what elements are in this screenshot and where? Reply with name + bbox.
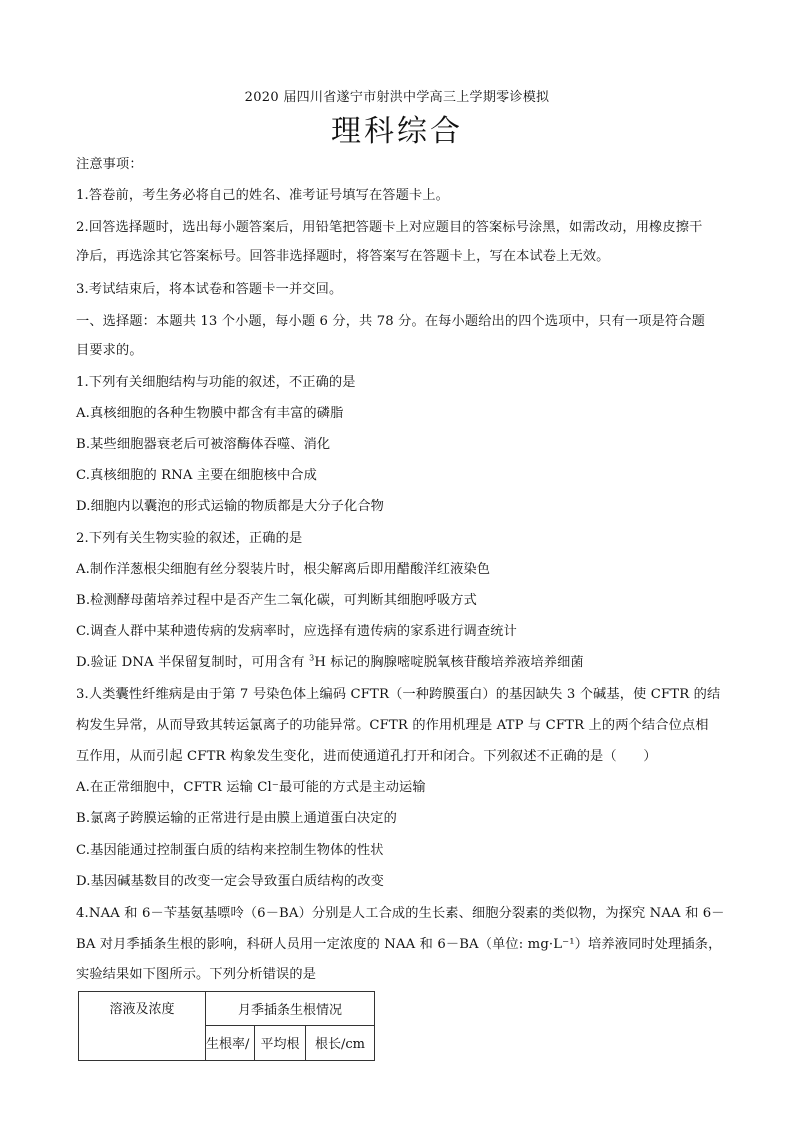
question-4-stem-line-1: 4.NAA 和 6－苄基氨基嘌呤（6－BA）分别是人工合成的生长素、细胞分裂素的类似物，为探究 NAA 和 6－	[76, 906, 725, 921]
question-2-option-a: A.制作洋葱根尖细胞有丝分裂装片时，根尖解离后即用醋酸洋红液染色	[76, 562, 491, 577]
question-1-option-a: A.真核细胞的各种生物膜中都含有丰富的磷脂	[76, 406, 344, 421]
table-header-root-length: 根长/cm	[306, 1025, 375, 1060]
question-2-option-d-prefix: D.验证 DNA 半保留复制时，可用含有	[76, 655, 310, 670]
notice-item-2-line-2: 净后，再选涂其它答案标号。回答非选择题时，将答案写在答题卡上，写在本试卷上无效。	[76, 249, 610, 264]
question-4-stem-line-2: BA 对月季插条生根的影响，科研人员用一定浓度的 NAA 和 6－BA（单位: mg·L⁻¹）培养液同时处理插条，	[76, 937, 722, 952]
question-1-option-d: D.细胞内以囊泡的形式运输的物质都是大分子化合物	[76, 499, 385, 514]
exam-subtitle: 2020 届四川省遂宁市射洪中学高三上学期零诊模拟	[244, 90, 550, 105]
table-header-rooting-status: 月季插条生根情况	[206, 992, 375, 1026]
question-2-option-c: C.调查人群中某种遗传病的发病率时，应选择有遗传病的家系进行调查统计	[76, 624, 517, 639]
table-header-average-root: 平均根	[255, 1025, 306, 1060]
notice-heading: 注意事项：	[76, 157, 143, 172]
question-3-stem-line-1: 3.人类囊性纤维病是由于第 7 号染色体上编码 CFTR（一种跨膜蛋白）的基因缺失 3 个碱基，使 CFTR 的结	[76, 687, 721, 702]
isotope-superscript: 3	[309, 653, 315, 663]
table-header-rooting-rate: 生根率/	[206, 1025, 255, 1060]
notice-item-1: 1.答卷前，考生务必将自己的姓名、准考证号填写在答题卡上。	[76, 188, 449, 203]
results-table	[78, 991, 375, 1061]
question-2-option-d	[76, 654, 726, 672]
question-2-stem: 2.下列有关生物实验的叙述，正确的是	[76, 531, 303, 546]
question-3-option-c: C.基因能通过控制蛋白质的结构来控制生物体的性状	[76, 843, 384, 858]
section-1-line-1: 一、选择题：本题共 13 个小题，每小题 6 分，共 78 分。在每小题给出的四个选项中，只有一项是符合题	[76, 314, 705, 329]
notice-item-2-line-1: 2.回答选择题时，选出每小题答案后，用铅笔把答题卡上对应题目的答案标号涂黑，如需改动，用橡皮擦干	[76, 220, 703, 235]
question-1-option-b: B.某些细胞器衰老后可被溶酶体吞噬、消化	[76, 437, 331, 452]
question-3-option-a: A.在正常细胞中，CFTR 运输 Cl⁻最可能的方式是主动运输	[76, 780, 426, 795]
question-2-option-d-suffix: H 标记的胸腺嘧啶脱氧核苷酸培养液培养细菌	[314, 655, 584, 670]
question-4-stem-line-3: 实验结果如下图所示。下列分析错误的是	[76, 967, 317, 982]
table-header-solution-concentration: 溶液及浓度	[79, 992, 206, 1061]
section-1-line-2: 目要求的。	[76, 343, 143, 358]
question-1-stem: 1.下列有关细胞结构与功能的叙述，不正确的是	[76, 375, 356, 390]
notice-item-3: 3.考试结束后，将本试卷和答题卡一并交回。	[76, 282, 343, 297]
question-2-option-b: B.检测酵母菌培养过程中是否产生二氧化碳，可判断其细胞呼吸方式	[76, 593, 477, 608]
question-3-stem-line-3: 互作用，从而引起 CFTR 构象发生变化，进而使通道孔打开和闭合。下列叙述不正确的是（ ）	[76, 749, 657, 764]
question-3-stem-line-2: 构发生异常，从而导致其转运氯离子的功能异常。CFTR 的作用机理是 ATP 与 CFTR 上的两个结合位点相	[76, 718, 709, 733]
question-1-option-c: C.真核细胞的 RNA 主要在细胞核中合成	[76, 468, 317, 483]
question-3-option-b: B.氯离子跨膜运输的正常进行是由膜上通道蛋白决定的	[76, 811, 397, 826]
exam-title: 理科综合	[331, 114, 463, 149]
question-3-option-d: D.基因碱基数目的改变一定会导致蛋白质结构的改变	[76, 874, 385, 889]
